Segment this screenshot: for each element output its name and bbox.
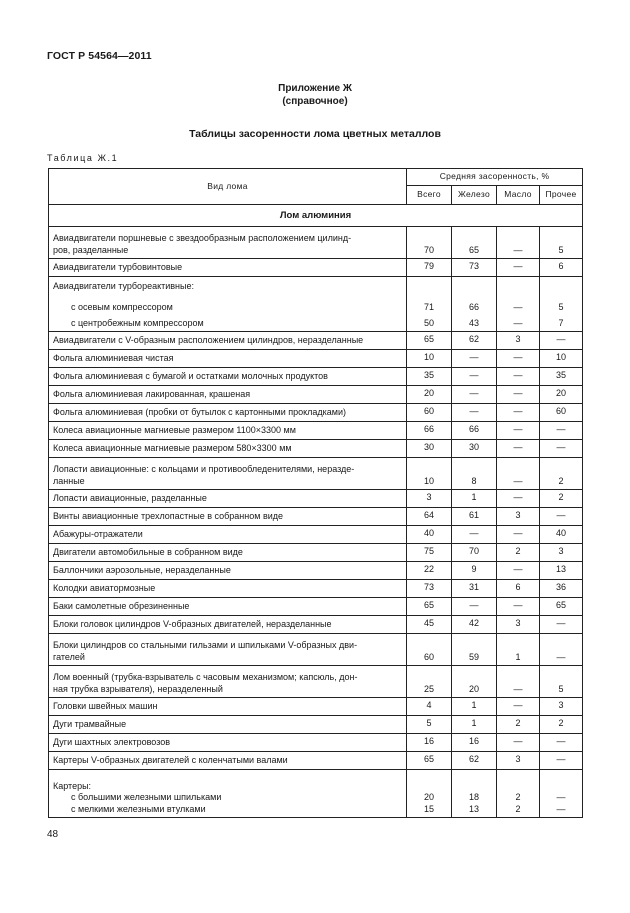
cell-total [407,770,452,818]
cell-iron: 30 [452,440,497,458]
header-iron: Железо [452,186,497,205]
cell-iron: — [452,404,497,422]
cell-oil: — [497,440,540,458]
table-row [49,562,583,580]
cell-total: 3 [407,490,452,508]
value-total: 50 [423,317,434,328]
value-oil: 2 [515,803,521,814]
cell-oil: 6 [497,580,540,598]
row-name-line: ров, разделанные [53,244,129,255]
cell-other: 35 [540,368,583,386]
cell-other: 2 [540,458,583,490]
row-name-line: Авиадвигатели поршневые с звездообразным расположением цилинд- [53,233,352,243]
page-number: 48 [47,829,59,840]
cell-iron: 1 [452,490,497,508]
value-other: 7 [558,317,564,328]
cell-other [540,770,583,818]
cell-total: 65 [407,598,452,616]
cell-total: 65 [407,332,452,350]
cell-iron: 9 [452,562,497,580]
cell-iron: 65 [452,227,497,259]
cell-iron: 1 [452,716,497,734]
table-row [49,544,583,562]
cell-other: 3 [540,698,583,716]
cell-total: 64 [407,508,452,526]
cell-oil: 3 [497,616,540,634]
row-name-line: Лопасти авиационные: с кольцами и противообледенителями, нераздe- [53,464,355,474]
value-iron: 66 [468,302,479,312]
table-row [49,227,583,259]
cell-iron: 8 [452,458,497,490]
table-label: Таблица Ж.1 [47,153,119,163]
cell-total: 22 [407,562,452,580]
table-row [49,580,583,598]
cell-iron: — [452,386,497,404]
cell-oil: 2 [497,544,540,562]
cell-other: — [540,616,583,634]
row-name: Фольга алюминиевая с бумагой и остатками молочных продуктов [49,368,407,386]
cell-other: 40 [540,526,583,544]
cell-other: 20 [540,386,583,404]
cell-oil [497,770,540,818]
cell-oil: — [497,227,540,259]
value-iron: 18 [468,792,479,802]
row-name-line: Блоки цилиндров со стальными гильзами и шпильками V-образных дви- [53,640,358,650]
cell-total: 70 [407,227,452,259]
cell-total: 5 [407,716,452,734]
cell-iron: — [452,526,497,544]
cell-iron: 42 [452,616,497,634]
row-name-line: гателей [53,651,85,662]
page-title: Таблицы засоренности лома цветных металлов [189,128,441,140]
cell-total: 16 [407,734,452,752]
row-name [49,227,407,259]
cell-oil: — [497,386,540,404]
cell-total: 60 [407,634,452,666]
cell-oil: 2 [497,716,540,734]
cell-total: 73 [407,580,452,598]
group-label: Авиадвигатели турбореактивные: [53,280,194,291]
cell-total: 10 [407,458,452,490]
table-row [49,490,583,508]
value-other: 5 [558,302,564,312]
table-row [49,698,583,716]
cell-other: 2 [540,490,583,508]
cell-other: 5 [540,666,583,698]
section-aluminium: Лом алюминия [49,205,583,227]
cell-other: — [540,422,583,440]
cell-oil: — [497,734,540,752]
cell-total: 25 [407,666,452,698]
cell-iron: — [452,598,497,616]
table-row [49,440,583,458]
row-name: Фольга алюминиевая (пробки от бутылок с картонными прокладками) [49,404,407,422]
cell-iron: 59 [452,634,497,666]
cell-oil: 3 [497,752,540,770]
cell-other: — [540,634,583,666]
header-scrap-type: Вид лома [49,169,407,205]
table-row [49,616,583,634]
cell-oil: — [497,368,540,386]
cell-oil: 1 [497,634,540,666]
contamination-table [48,168,583,818]
cell-iron [452,770,497,818]
document-code: ГОСТ Р 54564—2011 [47,50,152,62]
row-name [49,666,407,698]
cell-total: 4 [407,698,452,716]
cell-oil: — [497,598,540,616]
cell-total: 20 [407,386,452,404]
cell-oil: — [497,698,540,716]
value-total: 71 [423,302,434,312]
cell-other: 2 [540,716,583,734]
table-row [49,508,583,526]
table-row [49,734,583,752]
row-name: Абажуры-отражатели [49,526,407,544]
row-name: Баки самолетные обрезиненные [49,598,407,616]
table-row [49,368,583,386]
cell-total: 65 [407,752,452,770]
cell-iron: 31 [452,580,497,598]
table-row [49,404,583,422]
table-row [49,666,583,698]
cell-total: 45 [407,616,452,634]
cell-oil: — [497,666,540,698]
table-body [49,227,583,818]
cell-total: 66 [407,422,452,440]
group-label: Картеры: [53,780,92,791]
table-row [49,332,583,350]
cell-total: 30 [407,440,452,458]
row-name: Дуги трамвайные [49,716,407,734]
cell-oil: — [497,259,540,277]
cell-iron: 66 [452,422,497,440]
row-name: Винты авиационные трехлопастные в собранном виде [49,508,407,526]
header-other: Прочее [540,186,583,205]
table-row [49,386,583,404]
cell-oil: — [497,404,540,422]
cell-iron: 61 [452,508,497,526]
header-total: Всего [407,186,452,205]
table-row [49,752,583,770]
cell-iron: 73 [452,259,497,277]
header-avg-contamination: Средняя засоренность, % [407,169,583,186]
cell-other: — [540,508,583,526]
appendix-title: Приложение Ж [278,83,352,94]
row-name: Колеса авиационные магниевые размером 580×3300 мм [49,440,407,458]
cell-oil: — [497,458,540,490]
row-name: Фольга алюминиевая чистая [49,350,407,368]
row-name: Колодки авиатормозные [49,580,407,598]
row-name-line: ная трубка взрывателя), неразделенный [53,683,223,694]
value-iron: 13 [468,803,479,814]
cell-other: 13 [540,562,583,580]
row-name: Авиадвигатели турбовинтовые [49,259,407,277]
cell-oil: — [497,350,540,368]
cell-other: 6 [540,259,583,277]
value-oil: 2 [515,792,521,802]
table-row [49,458,583,490]
row-name-line: Лом военный (трубка-взрыватель с часовым механизмом; капсюль, дон- [53,672,358,682]
table-row [49,770,583,818]
cell-total: 60 [407,404,452,422]
cell-iron: 62 [452,752,497,770]
table-row [49,634,583,666]
subitem-label: с центробежным компрессором [71,317,204,328]
row-name-line: ланные [53,475,85,486]
cell-total: 40 [407,526,452,544]
cell-total: 35 [407,368,452,386]
row-name: Дуги шахтных электровозов [49,734,407,752]
cell-total: 75 [407,544,452,562]
cell-iron: 20 [452,666,497,698]
cell-other: 36 [540,580,583,598]
value-oil: — [513,302,523,312]
cell-total: 10 [407,350,452,368]
subitem-label: с большими железными шпильками [71,792,222,802]
cell-total: 79 [407,259,452,277]
row-name: Двигатели автомобильные в собранном виде [49,544,407,562]
row-name: Баллончики аэрозольные, неразделанные [49,562,407,580]
row-name: Авиадвигатели с V-образным расположением цилиндров, неразделанные [49,332,407,350]
value-total: 15 [423,803,434,814]
row-name [49,770,407,818]
cell-other [540,277,583,332]
cell-other: — [540,440,583,458]
cell-iron: — [452,368,497,386]
table-row [49,259,583,277]
cell-iron: 62 [452,332,497,350]
cell-other: 3 [540,544,583,562]
cell-oil [497,277,540,332]
cell-other: 60 [540,404,583,422]
row-name [49,458,407,490]
cell-oil: — [497,490,540,508]
row-name [49,634,407,666]
subitem-label: с осевым компрессором [71,302,173,312]
table-row [49,526,583,544]
cell-other: 10 [540,350,583,368]
cell-other: — [540,752,583,770]
row-name: Картеры V-образных двигателей с коленчатыми валами [49,752,407,770]
row-name [49,277,407,332]
row-name: Лопасти авиационные, разделанные [49,490,407,508]
value-oil: — [513,317,523,328]
cell-total [407,277,452,332]
cell-oil: 3 [497,508,540,526]
row-name: Блоки головок цилиндров V-образных двигателей, неразделанные [49,616,407,634]
cell-other: 65 [540,598,583,616]
cell-oil: — [497,422,540,440]
value-iron: 43 [468,317,479,328]
cell-other: 5 [540,227,583,259]
subitem-label: с мелкими железными втулками [71,803,206,814]
value-other: — [556,803,566,814]
table-row [49,716,583,734]
value-total: 20 [423,792,434,802]
cell-other: — [540,332,583,350]
table-row [49,598,583,616]
cell-iron: 70 [452,544,497,562]
cell-iron [452,277,497,332]
cell-iron: 1 [452,698,497,716]
cell-oil: — [497,526,540,544]
row-name: Колеса авиационные магниевые размером 1100×3300 мм [49,422,407,440]
cell-other: — [540,734,583,752]
value-other: — [556,792,566,802]
cell-oil: — [497,562,540,580]
table-row [49,277,583,332]
row-name: Головки швейных машин [49,698,407,716]
cell-oil: 3 [497,332,540,350]
header-oil: Масло [497,186,540,205]
row-name: Фольга алюминиевая лакированная, крашеная [49,386,407,404]
table-row [49,350,583,368]
appendix-note: (справочное) [282,96,348,107]
table-row [49,422,583,440]
cell-iron: 16 [452,734,497,752]
cell-iron: — [452,350,497,368]
